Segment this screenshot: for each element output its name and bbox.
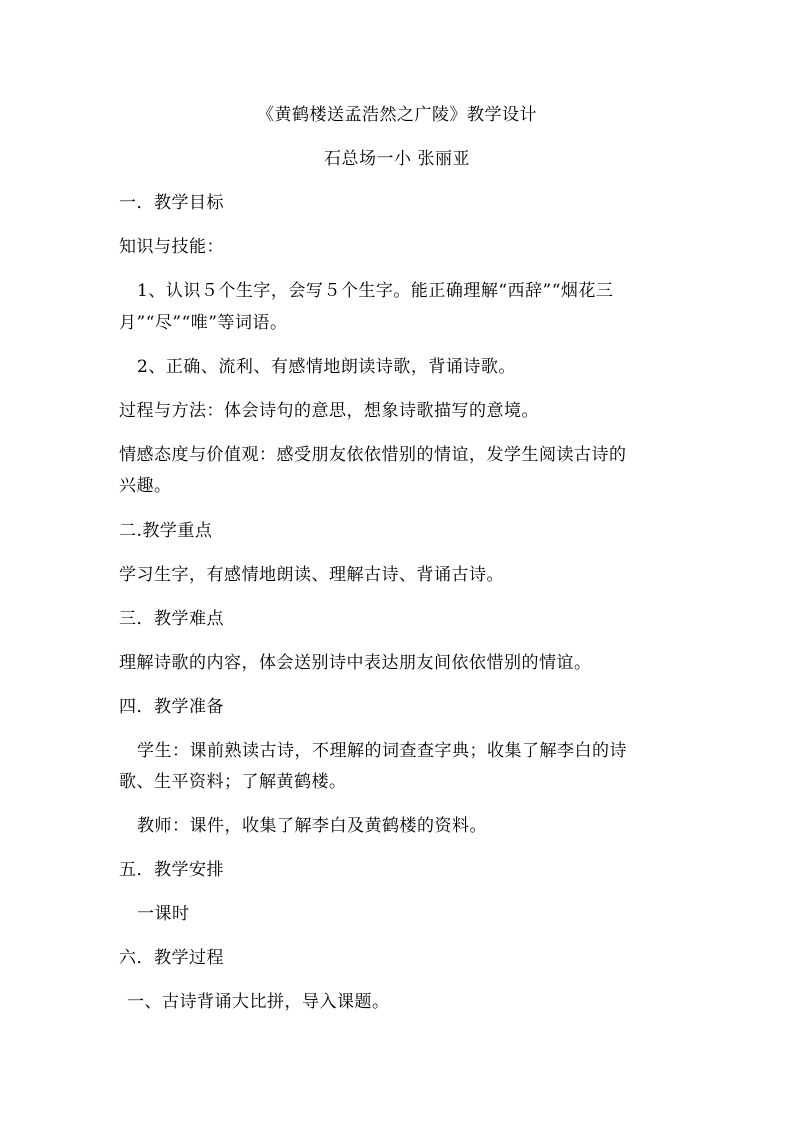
process-step-1: 一、古诗背诵大比拼，导入课题。 [127,992,390,1012]
objective-item-1-line-1: 1、认识５个生字，会写５个生字。能正确理解“西辞”“烟花三 [137,281,614,301]
section-heading-objectives: 一．教学目标 [119,193,224,213]
objective-item-2: 2、正确、流利、有感情地朗读诗歌，背诵诗歌。 [137,357,516,377]
subheading-process-methods: 过程与方法：体会诗句的意思，想象诗歌描写的意境。 [119,401,539,421]
document-author: 石总场一小 张丽亚 [324,149,470,169]
section-heading-process: 六．教学过程 [119,948,224,968]
section-heading-preparation: 四．教学准备 [119,697,224,717]
subheading-emotions-line-2: 兴趣。 [119,476,172,496]
difficulties-text: 理解诗歌的内容，体会送别诗中表达朋友间依依惜别的情谊。 [119,653,592,673]
section-heading-schedule: 五．教学安排 [119,860,224,880]
subheading-knowledge-skills: 知识与技能： [119,237,224,257]
preparation-teacher: 教师：课件，收集了解李白及黄鹤楼的资料。 [137,816,487,836]
preparation-student-line-1: 学生：课前熟读古诗，不理解的词查查字典；收集了解李白的诗 [137,741,627,761]
objective-item-1-line-2: 月”“尽”“唯”等词语。 [119,313,288,333]
preparation-student-line-2: 歌、生平资料；了解黄鹤楼。 [119,772,347,792]
key-points-text: 学习生字，有感情地朗读、理解古诗、背诵古诗。 [119,565,504,585]
section-heading-difficulties: 三．教学难点 [119,609,224,629]
document-title: 《黄鹤楼送孟浩然之广陵》教学设计 [257,105,537,125]
subheading-emotions-line-1: 情感态度与价值观：感受朋友依依惜别的情谊，发学生阅读古诗的 [119,445,627,465]
section-heading-key-points: 二.教学重点 [119,521,213,541]
schedule-text: 一课时 [137,904,190,924]
